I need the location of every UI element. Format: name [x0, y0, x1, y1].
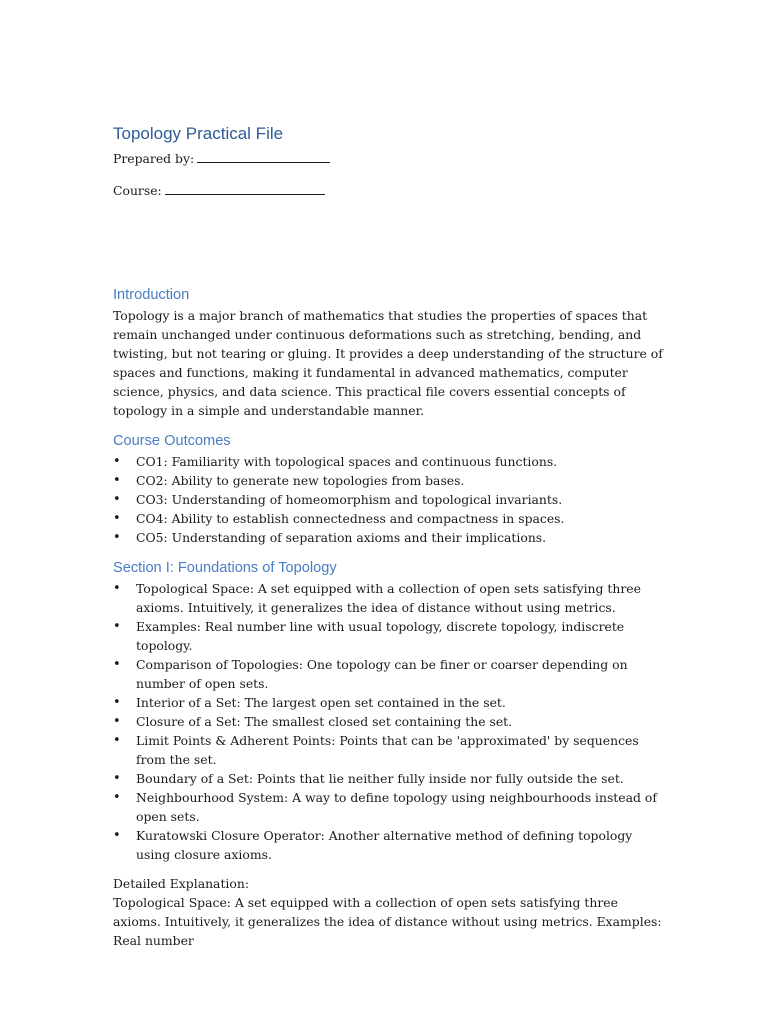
course-outcomes-list: [113, 452, 663, 547]
list-item: • Closure of a Set: The smallest closed set containing the set.: [113, 712, 663, 731]
introduction-section: [113, 284, 663, 420]
document-body: [113, 284, 663, 950]
list-item: • CO4: Ability to establish connectedness and compactness in spaces.: [113, 509, 663, 528]
list-item: • Kuratowski Closure Operator: Another alternative method of defining topology using closure axioms.: [113, 826, 663, 864]
list-item: • Limit Points & Adherent Points: Points that can be 'approximated' by sequences from the set.: [113, 731, 663, 769]
list-item: • CO2: Ability to generate new topologies from bases.: [113, 471, 663, 490]
course-blank-line: [165, 181, 325, 195]
section-foundations: [113, 557, 663, 950]
introduction-paragraph: Topology is a major branch of mathematics that studies the properties of spaces that remain unchanged under continuous deformations such as stretching, bending, and twisting, but not tearing or gluing. It provides a deep understanding of the structure of spaces and functions, making it fundamental in advanced mathematics, computer science, physics, and data science. This practical file covers essential concepts of topology in a simple and understandable manner.: [113, 308, 663, 418]
list-item: • Examples: Real number line with usual topology, discrete topology, indiscrete topology.: [113, 617, 663, 655]
list-item: • Comparison of Topologies: One topology can be finer or coarser depending on number of open sets.: [113, 655, 663, 693]
prepared-by-field: [113, 149, 330, 168]
list-item: • Boundary of a Set: Points that lie neither fully inside nor fully outside the set.: [113, 769, 663, 788]
detailed-explanation-text: Topological Space: A set equipped with a collection of open sets satisfying three axioms. Intuitively, it generalizes the idea of distance without using metrics. Examples: Real number: [113, 895, 662, 948]
introduction-heading: Introduction: [113, 287, 190, 303]
section-foundations-list: [113, 579, 663, 864]
prepared-by-blank-line: [197, 149, 330, 163]
list-item: • CO1: Familiarity with topological spaces and continuous functions.: [113, 452, 663, 471]
page-title: Topology Practical File: [113, 124, 284, 143]
course-label: Course:: [113, 183, 162, 198]
document-page: [113, 0, 663, 1024]
list-item: • Interior of a Set: The largest open set contained in the set.: [113, 693, 663, 712]
detailed-explanation-label: Detailed Explanation:: [113, 876, 250, 891]
list-item: • CO5: Understanding of separation axioms and their implications.: [113, 528, 663, 547]
prepared-by-label: Prepared by:: [113, 151, 195, 166]
list-item: • CO3: Understanding of homeomorphism and topological invariants.: [113, 490, 663, 509]
list-item: • Topological Space: A set equipped with a collection of open sets satisfying three axioms. Intuitively, it generalizes the idea of distance without using metrics.: [113, 579, 663, 617]
course-field: [113, 181, 325, 200]
course-outcomes-heading: Course Outcomes: [113, 433, 231, 449]
course-outcomes-section: [113, 430, 663, 547]
list-item: • Neighbourhood System: A way to define topology using neighbourhoods instead of open sets.: [113, 788, 663, 826]
section-foundations-heading: Section I: Foundations of Topology: [113, 560, 337, 576]
